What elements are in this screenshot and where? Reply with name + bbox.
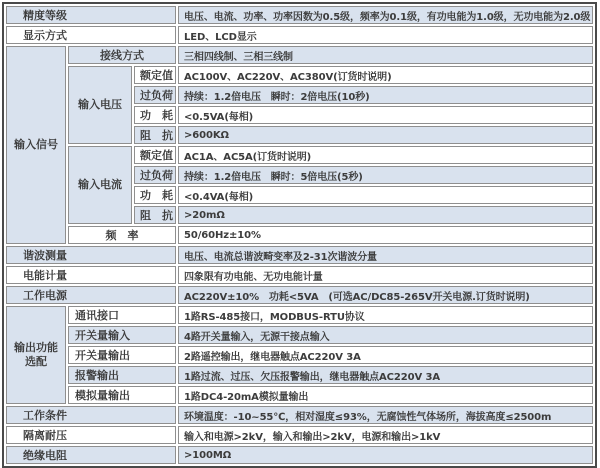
table-row (6, 66, 593, 84)
row-value: LED、LCD显示 (178, 26, 593, 44)
table-row (6, 306, 593, 324)
row-label: 阻 抗 (134, 206, 176, 224)
row-label: 额定值 (134, 66, 176, 84)
row-value: 电压、电流总谐波畸变率及2-31次谐波分量 (178, 246, 593, 264)
table-row (6, 146, 593, 164)
row-value: AC1A、AC5A(订货时说明) (178, 146, 593, 164)
table-row (6, 426, 593, 444)
row-label: 绝缘电阻 (6, 446, 176, 464)
row-label: 额定值 (134, 146, 176, 164)
row-value: 持续：1.2倍电压 瞬时：2倍电压(10秒) (178, 86, 593, 104)
row-value: AC220V±10% 功耗<5VA (可选AC/DC85-265V开关电源.订货时说明) (178, 286, 593, 304)
row-value: 1路RS-485接口，MODBUS-RTU协议 (178, 306, 593, 324)
group-label-output-options: 输出功能 选配 (6, 306, 66, 404)
table-row (6, 346, 593, 364)
row-label: 过负荷 (134, 166, 176, 184)
table-row (6, 6, 593, 24)
row-label: 精度等级 (6, 6, 176, 24)
row-label: 工作条件 (6, 406, 176, 424)
row-value: >100MΩ (178, 446, 593, 464)
row-label: 频 率 (68, 226, 176, 244)
row-value: 输入和电源>2kV，输入和输出>2kV，电源和输出>1kV (178, 426, 593, 444)
row-label: 报警输出 (68, 366, 176, 384)
row-label: 模拟量输出 (68, 386, 176, 404)
row-label: 过负荷 (134, 86, 176, 104)
group-label-input-signal: 输入信号 (6, 46, 66, 244)
row-value: 1路过流、过压、欠压报警输出，继电器触点AC220V 3A (178, 366, 593, 384)
table-row (6, 266, 593, 284)
table-row (6, 286, 593, 304)
table-row (6, 326, 593, 344)
table-row (6, 26, 593, 44)
row-value: <0.5VA(每相) (178, 106, 593, 124)
row-label: 电能计量 (6, 266, 176, 284)
row-label: 功 耗 (134, 186, 176, 204)
row-value: 50/60Hz±10% (178, 226, 593, 244)
row-value: >20mΩ (178, 206, 593, 224)
row-value: 4路开关量输入，无源干接点输入 (178, 326, 593, 344)
table-row (6, 46, 593, 64)
row-label: 谐波测量 (6, 246, 176, 264)
row-value: AC100V、AC220V、AC380V(订货时说明) (178, 66, 593, 84)
table-row (6, 226, 593, 244)
group-label-input-voltage: 输入电压 (68, 66, 132, 144)
table-row (6, 406, 593, 424)
row-label: 隔离耐压 (6, 426, 176, 444)
row-label: 工作电源 (6, 286, 176, 304)
row-label: 开关量输入 (68, 326, 176, 344)
row-label: 开关量输出 (68, 346, 176, 364)
row-label: 显示方式 (6, 26, 176, 44)
row-value: 四象限有功电能、无功电能计量 (178, 266, 593, 284)
row-value: 持续：1.2倍电压 瞬时：5倍电压(5秒) (178, 166, 593, 184)
row-label: 功 耗 (134, 106, 176, 124)
table-row (6, 386, 593, 404)
row-value: 环境温度：-10~55℃，相对湿度≤93%，无腐蚀性气体场所，海拔高度≤2500m (178, 406, 593, 424)
table-row (6, 246, 593, 264)
spec-table (2, 2, 597, 468)
table-row (6, 366, 593, 384)
row-label: 阻 抗 (134, 126, 176, 144)
row-value: 1路DC4-20mA模拟量输出 (178, 386, 593, 404)
row-value: 三相四线制、三相三线制 (178, 46, 593, 64)
group-label-input-current: 输入电流 (68, 146, 132, 224)
row-label: 通讯接口 (68, 306, 176, 324)
row-value: <0.4VA(每相) (178, 186, 593, 204)
table-row (6, 446, 593, 464)
row-value: >600KΩ (178, 126, 593, 144)
row-value: 电压、电流、功率、功率因数为0.5级，频率为0.1级，有功电能为1.0级，无功电能为2.0级 (178, 6, 593, 24)
row-label: 接线方式 (68, 46, 176, 64)
row-value: 2路遥控输出，继电器触点AC220V 3A (178, 346, 593, 364)
